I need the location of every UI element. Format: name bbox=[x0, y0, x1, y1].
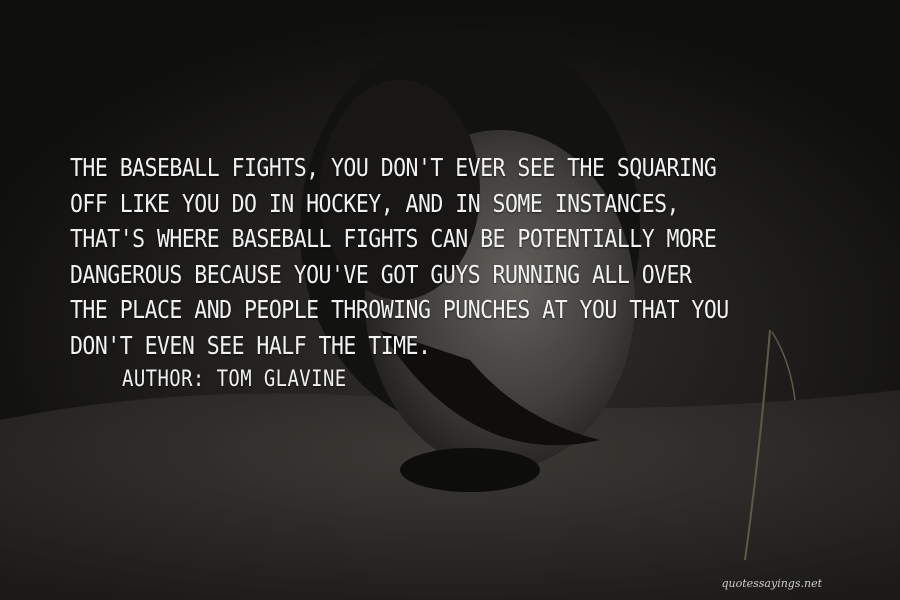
quote-author: AUTHOR: TOM GLAVINE bbox=[122, 367, 347, 392]
watermark-text: quotessayings.net bbox=[721, 577, 822, 590]
quote-text: THE BASEBALL FIGHTS, YOU DON'T EVER SEE THE SQUARING OFF LIKE YOU DO IN HOCKEY, AND IN SOME INSTANCES, THAT'S WHERE BASEBALL FIGHTS CAN BE POTENTIALLY MORE DANGEROUS BECAUSE YOU'VE GOT GUYS RUNNING ALL OVER THE PLACE AND PEOPLE THROWING PUNCHES AT YOU THAT YOU DON'T EVEN SEE HALF THE TIME. bbox=[70, 153, 729, 360]
